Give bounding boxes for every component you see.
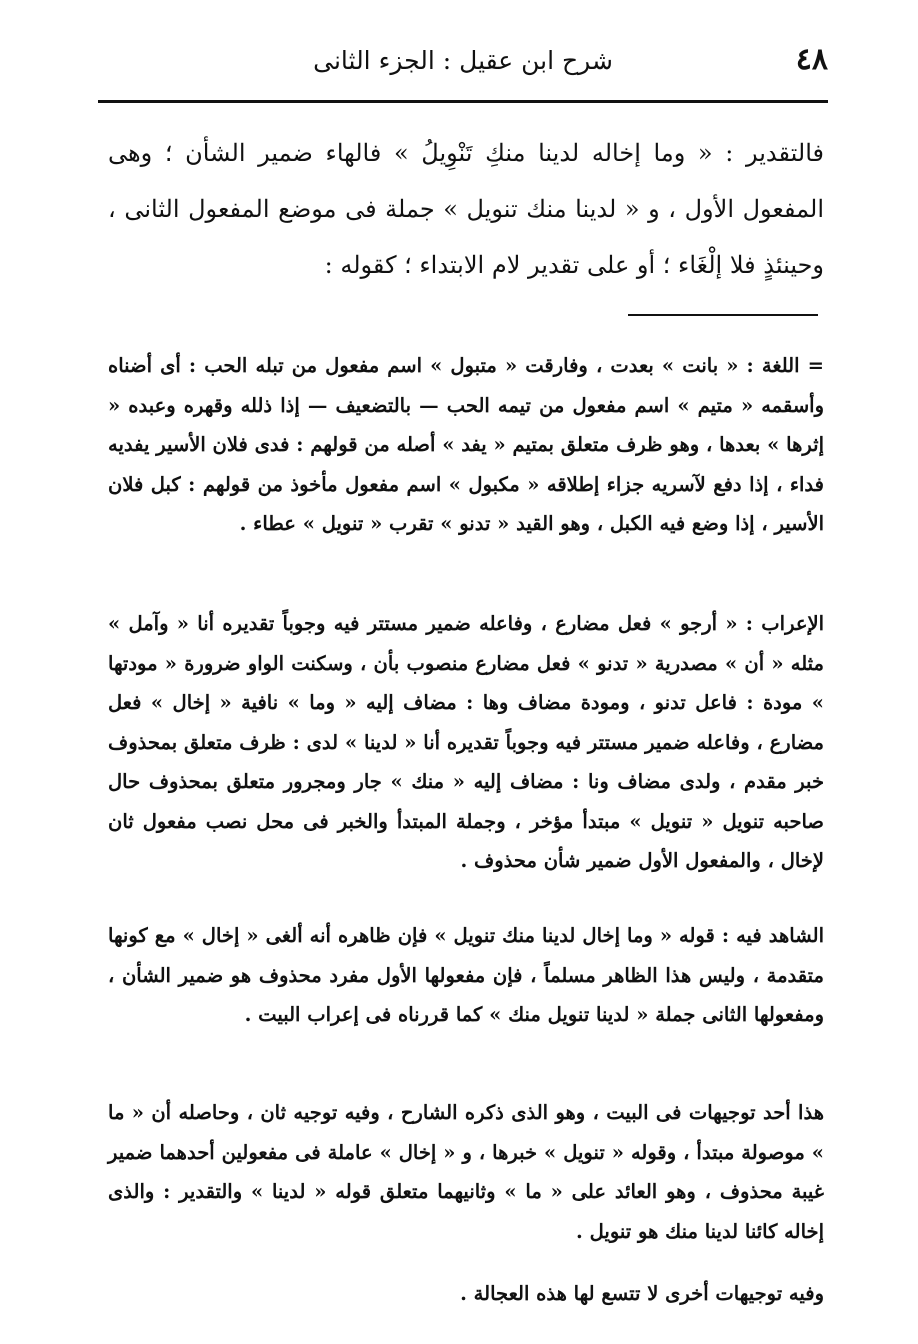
page-header: [98, 38, 828, 103]
page-number: ٤٨: [795, 42, 828, 77]
footnote-lugha: = اللغة : « بانت » بعدت ، وفارقت « متبول » اسم مفعول من تبله الحب : أى أضناه وأسقمه « متيم » اسم مفعول من تيمه الحب — بالتضعيف — إذا ذلله وقهره وعبده « إثرها » بعدها ، وهو ظرف متعلق بمتيم « يفد » أصله من قولهم : فدى فلان الأسير يفديه فداء ، إذا دفع لآسريه جزاء إطلاقه « مكبول » اسم مفعول مأخوذ من قولهم : كبل فلان الأسير ، إذا وضع فيه الكبل ، وهو القيد « تدنو » تقرب « تنويل » عطاء .: [108, 354, 824, 535]
footnote-tawjih: هذا أحد توجيهات فى البيت ، وهو الذى ذكره الشارح ، وفيه توجيه ثان ، وحاصله أن « ما » موصولة مبتدأ ، وقوله « تنويل » خبرها ، و « إخال » عاملة فى مفعولين أحدهما ضمير غيبة محذوف ، وهو العائد على « ما » وثانيهما متعلق قوله « لدينا » والتقدير : والذى إخاله كائنا لدينا منك هو تنويل .: [108, 1101, 824, 1243]
footnote-shahid: الشاهد فيه : قوله « وما إخال لدينا منك تنويل » فإن ظاهره أنه ألغى « إخال » مع كونها متقدمة ، وليس هذا الظاهر مسلماً ، فإن مفعولها الأول مفرد محذوف هو ضمير الشأن ، ومفعولها الثانى جملة « لدينا تنويل منك » كما قررناه فى إعراب البيت .: [108, 924, 824, 1026]
footnote-closing: وفيه توجيهات أخرى لا تتسع لها هذه العجالة .: [460, 1282, 824, 1305]
main-text-paragraph: فالتقدير : « وما إخاله لدينا منكِ تَنْوِيلُ » فالهاء ضمير الشأن ؛ وهى المفعول الأول ، و « لدينا منك تنويل » جملة فى موضع المفعول الثانى ، وحينئذٍ فلا إلْغَاء ؛ أو على تقدير لام الابتداء ؛ كقوله :: [108, 139, 824, 279]
footnote-irab: الإعراب : « أرجو » فعل مضارع ، وفاعله ضمير مستتر فيه وجوباً تقديره أنا « وآمل » مثله « أن » مصدرية « تدنو » فعل مضارع منصوب بأن ، وسكنت الواو ضرورة « مودتها » مودة : فاعل تدنو ، ومودة مضاف وها : مضاف إليه « وما » نافية « إخال » فعل مضارع ، وفاعله ضمير مستتر فيه وجوباً تقديره أنا « لدينا » لدى : ظرف متعلق بمحذوف خبر مقدم ، ولدى مضاف ونا : مضاف إليه « منك » جار ومجرور متعلق بمحذوف حال صاحبه تنويل « تنويل » مبتدأ مؤخر ، وجملة المبتدأ والخبر فى محل نصب مفعول ثان لإخال ، والمفعول الأول ضمير شأن محذوف .: [108, 612, 824, 872]
footnote-separator: [628, 314, 818, 316]
running-title: شرح ابن عقيل : الجزء الثانى: [313, 46, 613, 75]
